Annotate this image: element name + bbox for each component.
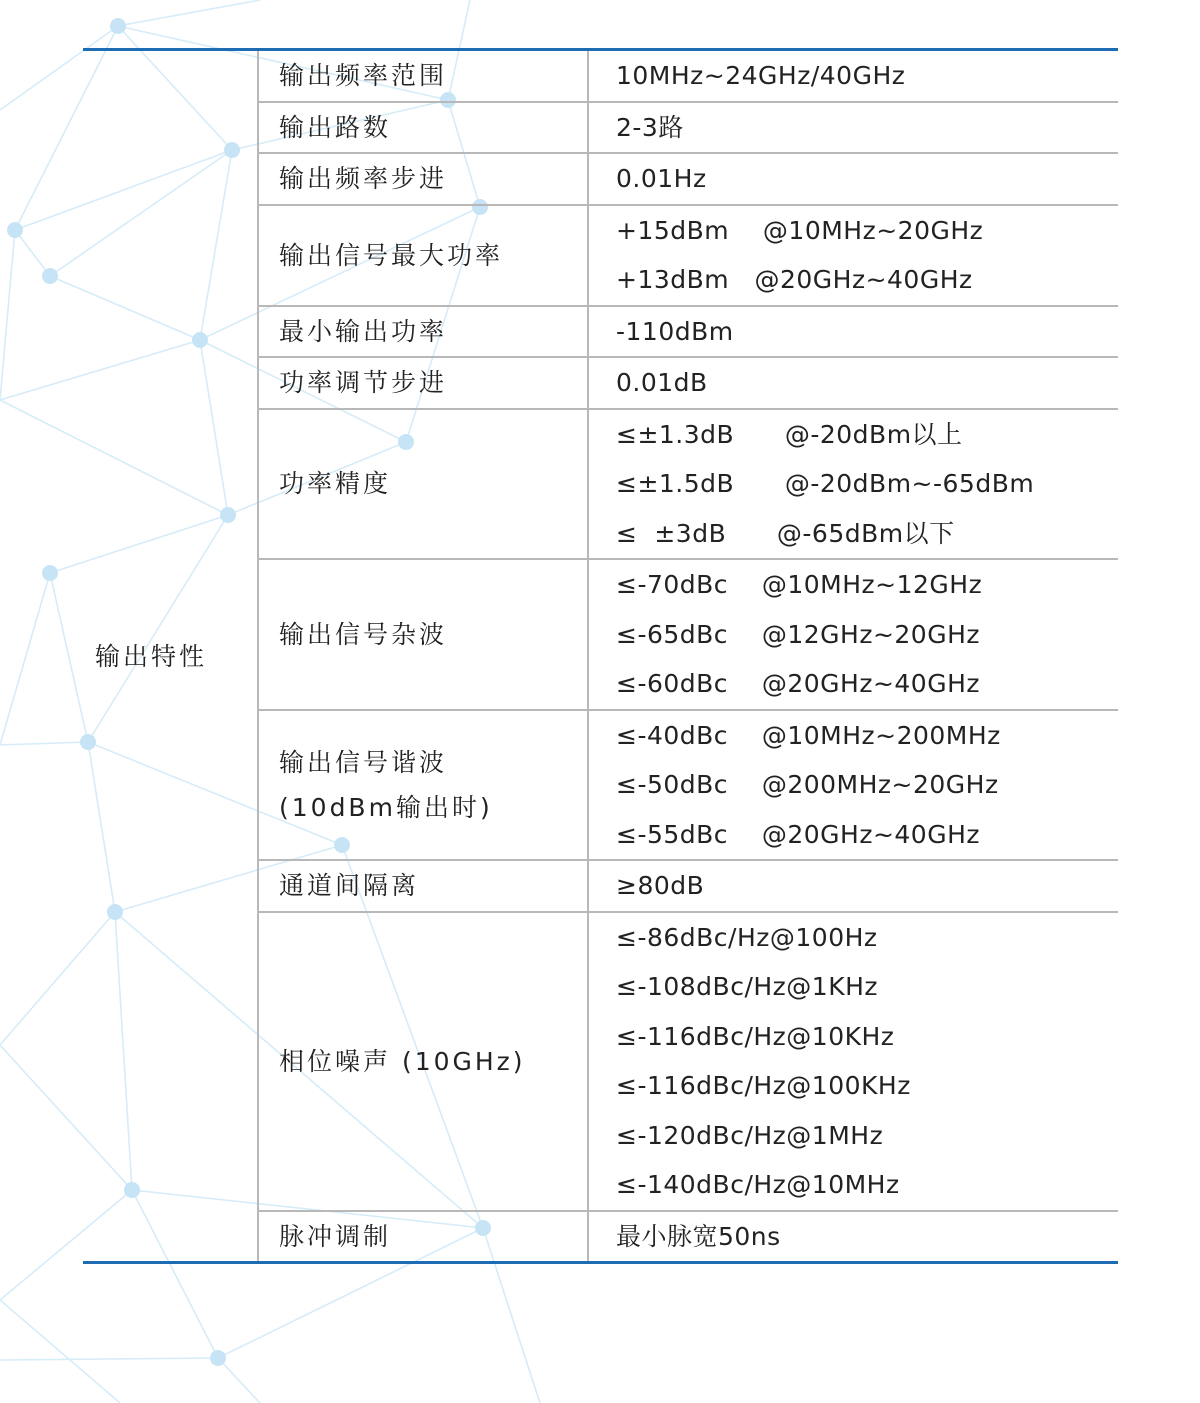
parameter-line: 最小输出功率 — [279, 316, 448, 346]
parameter-line: 输出路数 — [279, 112, 392, 142]
parameter-name — [258, 102, 588, 154]
value-line: ≥80dB — [616, 871, 705, 900]
parameter-value — [588, 102, 1118, 154]
parameter-line: 输出信号谐波 — [279, 747, 448, 777]
value-line: 0.01Hz — [616, 164, 707, 193]
parameter-line: 脉冲调制 — [279, 1221, 392, 1251]
parameter-value — [588, 559, 1118, 710]
value-line: 2-3路 — [616, 112, 684, 142]
parameter-line: 相位噪声 (10GHz) — [279, 1046, 526, 1076]
value-line: ≤-86dBc/Hz@100Hz — [616, 922, 878, 952]
value-line: ≤-140dBc/Hz@10MHz — [616, 1170, 900, 1199]
parameter-name — [258, 912, 588, 1211]
parameter-line: 输出频率步进 — [279, 164, 448, 194]
parameter-value — [588, 306, 1118, 358]
spec-row — [83, 50, 1118, 102]
parameter-line: 输出信号杂波 — [279, 619, 448, 649]
parameter-value — [588, 205, 1118, 306]
parameter-name — [258, 306, 588, 358]
parameter-name — [258, 205, 588, 306]
value-line: ≤-50dBc @200MHz~20GHz — [616, 770, 999, 799]
value-line: ≤-116dBc/Hz@10KHz — [616, 1021, 895, 1051]
parameter-name — [258, 357, 588, 409]
value-line: ≤-65dBc @12GHz~20GHz — [616, 619, 980, 649]
parameter-name — [258, 710, 588, 861]
spec-table — [83, 48, 1118, 1264]
parameter-name — [258, 409, 588, 560]
value-line: 0.01dB — [616, 368, 708, 397]
parameter-value — [588, 1211, 1118, 1263]
parameter-value — [588, 153, 1118, 205]
value-line: 最小脉宽50ns — [616, 1221, 781, 1251]
value-line: ≤ ±3dB @-65dBm以下 — [616, 518, 955, 548]
value-line: 10MHz~24GHz/40GHz — [616, 61, 906, 90]
parameter-value — [588, 710, 1118, 861]
parameter-value — [588, 50, 1118, 102]
parameter-line: 通道间隔离 — [279, 871, 420, 901]
value-line: ≤-40dBc @10MHz~200MHz — [616, 720, 1001, 750]
parameter-name — [258, 153, 588, 205]
parameter-value — [588, 860, 1118, 912]
parameter-name — [258, 1211, 588, 1263]
value-line: +15dBm @10MHz~20GHz — [616, 215, 984, 245]
parameter-line: (10dBm输出时) — [279, 792, 493, 822]
value-line: +13dBm @20GHz~40GHz — [616, 265, 973, 294]
parameter-line: 输出频率范围 — [279, 61, 448, 91]
value-line: ≤±1.3dB @-20dBm以上 — [616, 419, 963, 449]
group-label: 输出特性 — [83, 50, 258, 1263]
parameter-name — [258, 559, 588, 710]
value-line: ≤±1.5dB @-20dBm~-65dBm — [616, 469, 1035, 498]
parameter-name — [258, 50, 588, 102]
value-line: ≤-108dBc/Hz@1KHz — [616, 972, 879, 1001]
value-line: -110dBm — [616, 316, 734, 346]
parameter-line: 功率精度 — [279, 469, 392, 499]
value-line: ≤-120dBc/Hz@1MHz — [616, 1120, 884, 1150]
parameter-name — [258, 860, 588, 912]
value-line: ≤-60dBc @20GHz~40GHz — [616, 669, 980, 698]
parameter-value — [588, 357, 1118, 409]
spec-table-body — [83, 50, 1118, 1263]
parameter-value — [588, 409, 1118, 560]
value-line: ≤-116dBc/Hz@100KHz — [616, 1071, 911, 1100]
parameter-line: 功率调节步进 — [279, 368, 448, 398]
parameter-line: 输出信号最大功率 — [279, 240, 504, 270]
value-line: ≤-55dBc @20GHz~40GHz — [616, 819, 980, 849]
parameter-value — [588, 912, 1118, 1211]
value-line: ≤-70dBc @10MHz~12GHz — [616, 570, 983, 599]
